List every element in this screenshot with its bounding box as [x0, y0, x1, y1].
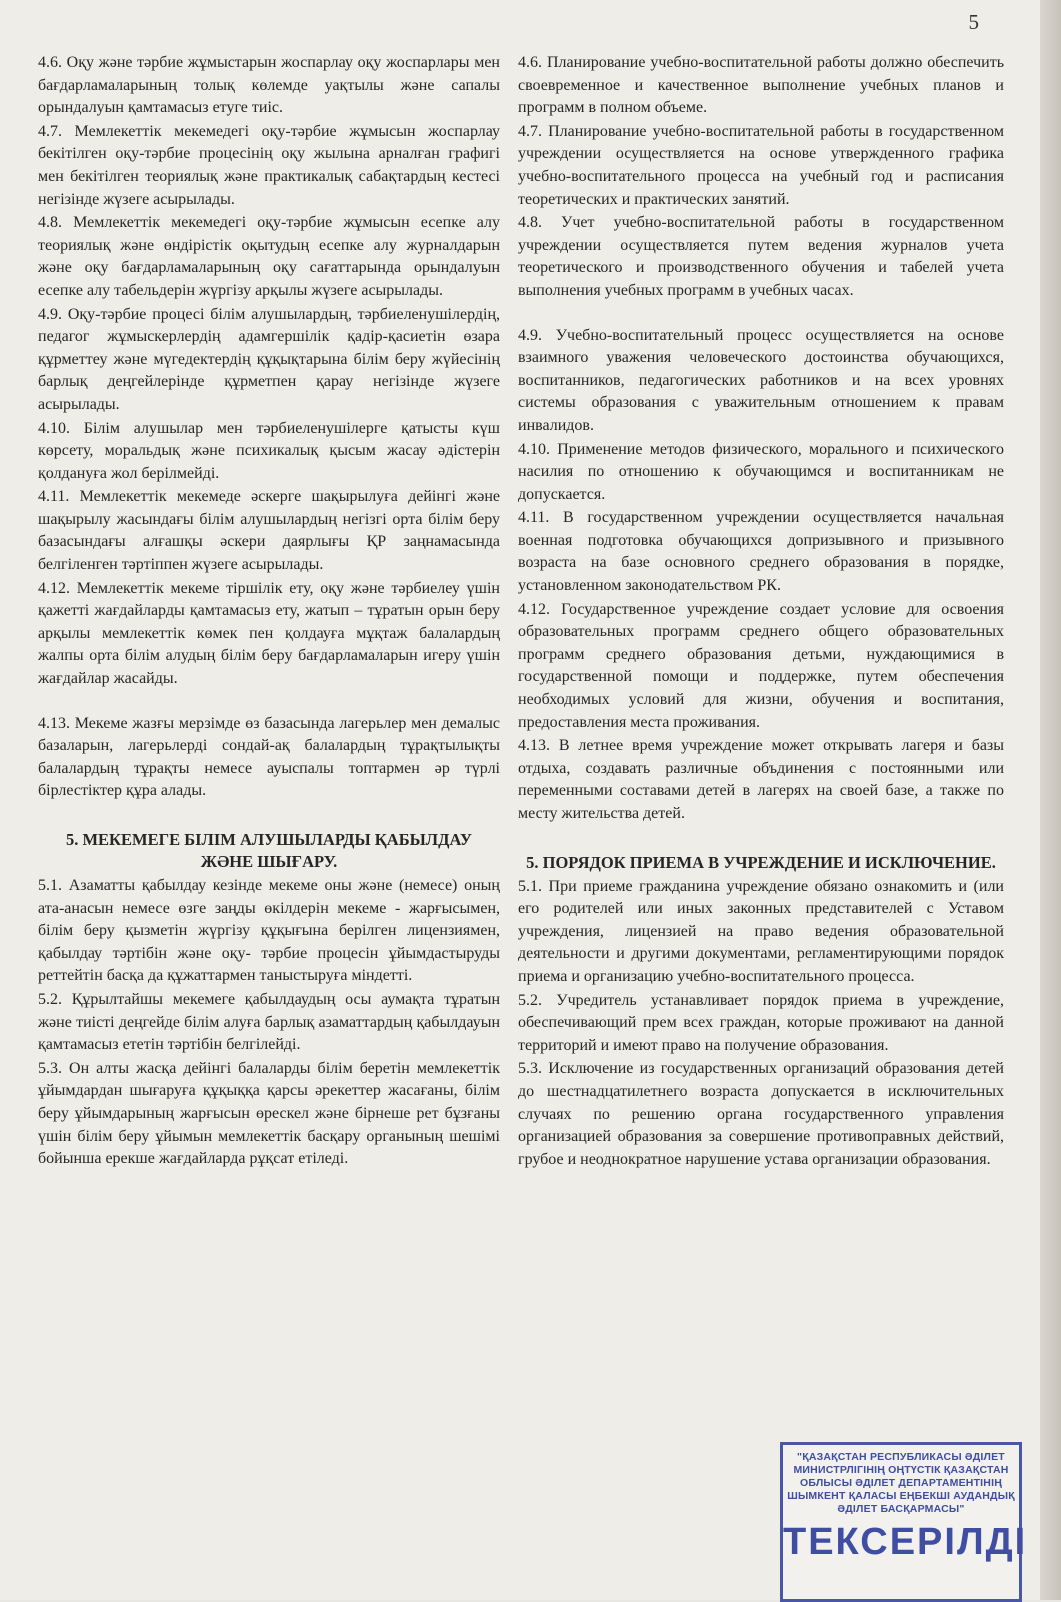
- stamp-verified-word: ТЕКСЕРІЛДІ: [783, 1521, 1028, 1563]
- page-fold-edge: [1040, 0, 1061, 1600]
- ru-paragraph-5-3: 5.3. Исключение из государственных организаций образования детей до шестнадцатилетнего возраста допускается в исключительных случаях по решению органа государственного управления организацией образования за совершение противоправных действий, грубое и неоднократное нарушение устава организации образования.: [518, 1060, 1004, 1168]
- ru-paragraph-4-8: 4.8. Учет учебно-воспитательной работы в государственном учреждении осуществляется путем ведения журналов учета теоретического и производственного обучения и табелей учета выполнения учебных программ в учебных часах.: [518, 214, 1004, 299]
- ru-paragraph-4-11: 4.11. В государственном учреждении осуществляется начальная военная подготовка обучающихся допризывного и призывного возраста на базе основного среднего образования в порядке, установленном законодательством РК.: [518, 509, 1004, 595]
- kz-paragraph-4-7: 4.7. Мемлекеттік мекемедегі оқу-тәрбие жұмысын жоспарлау бекітілген оқу-тәрбие процесінің оқу жылына арналған графигі мен бекітілген теориялық және практикалық сабақтардың кестесі негізінде жүзеге асырылады.: [38, 122, 500, 208]
- kazakh-column: [38, 52, 500, 1172]
- kz-paragraph-4-8: 4.8. Мемлекеттік мекемедегі оқу-тәрбие жұмысын есепке алу теориялық және өндірістік оқытудың есепке алу журналдарын және оқу бағдарламаларының оқу сағаттарында орындалуын есепке алу табельдерін жүргізу арқылы жүзеге асырылады.: [38, 214, 500, 299]
- kz-paragraph-4-6: 4.6. Оқу және тәрбие жұмыстарын жоспарлау оқу жоспарлары мен бағдарламаларының толық көлемде уақтылы және сапалы орындалуын қамтамасыз етуге тиіс.: [38, 54, 500, 117]
- kz-paragraph-4-10: 4.10. Білім алушылар мен тәрбиеленушілерге қатысты күш көрсету, моральдық және психикалық қысым жасау әдістерін қолдануға жол берілмейді.: [38, 419, 500, 482]
- ru-paragraph-5-1: 5.1. При приеме гражданина учреждение обязано ознакомить и (или его родителей или иных законных представителей с Уставом учреждения, лицензией на право ведения образовательной деятельности и другими документами, регламентирующими порядок приема и организацию учебно-воспитательного процесса.: [518, 877, 1004, 985]
- ru-paragraph-4-13: 4.13. В летнее время учреждение может открывать лагеря и базы отдыха, создавать различные объдинения с постоянными или переменными составами детей в лагерях на своей базе, а также по месту жительства детей.: [518, 737, 1004, 822]
- kz-paragraph-5-2: 5.2. Құрылтайшы мекемеге қабылдаудың осы аумақта тұратын және тиісті деңгейде білім алуға барлық азаматтардың қабылдауын қамтамасыз ететін тәртібін белгілейді.: [38, 990, 500, 1054]
- kz-paragraph-5-1: 5.1. Азаматты қабылдау кезінде мекеме оны және (немесе) оның ата-анасын немесе өзге заңды өкілдерін мекеме - жарғысымен, білім беру қызметін жүргізу құқығына берілген лицензиямен, қабылдау тәртібін және оқу- тәрбие процесін ұйымдастыруды реттейтін басқа да құжаттармен таныстыруға міндетті.: [38, 877, 500, 985]
- stamp-authority-text: "ҚАЗАҚСТАН РЕСПУБЛИКАСЫ ӘДІЛЕТ МИНИСТРЛІГІНІҢ ОҢТҮСТІК ҚАЗАҚСТАН ОБЛЫСЫ ӘДІЛЕТ ДЕПАРТАМЕНТІНІҢ ШЫМКЕНТ ҚАЛАСЫ ЕҢБЕКШІ АУДАНДЫҚ ӘДІЛЕТ БАСҚАРМАСЫ": [787, 1451, 1015, 1515]
- kz-paragraph-4-13: 4.13. Мекеме жазғы мерзімде өз базасында лагерьлер мен демалыс базаларын, лагерьлерді сондай-ақ балалардың тұрақтылықты балалардың тұрақты немесе ауыспалы топтармен әр түрлі бірлестіктер құра алады.: [38, 714, 500, 800]
- ru-paragraph-4-6: 4.6. Планирование учебно-воспитательной работы должно обеспечить своевременное и качественное выполнение учебных планов и программ в полном объеме.: [518, 54, 1004, 117]
- page-number: 5: [968, 10, 979, 34]
- ru-paragraph-4-9: 4.9. Учебно-воспитательный процесс осуществляется на основе взаимного уважения человеческого достоинства обучающихся, воспитанников, педагогических работников и на всех уровнях системы образования с уважительным отношением к правам инвалидов.: [518, 326, 1004, 434]
- kz-paragraph-4-9: 4.9. Оқу-тәрбие процесі білім алушылардың, тәрбиеленушілердің, педагог жұмыскерлердің адамгершілік қадір-қасиетін өзара құрметтеу және мүгедектердің құқықтарына білім беру жүйесінің барлық деңгейлерінде құрметпен қарау негізінде жүзеге асырылады.: [38, 305, 500, 413]
- kz-paragraph-4-12: 4.12. Мемлекеттік мекеме тіршілік ету, оқу және тәрбиелеу үшін қажетті жағдайларды қамтамасыз ету, жатып – тұратын орын беру арқылы мемлекеттік көмек пен қолдауға мұқтаж балалардың жалпы орта білім алудың білім беру бағдарламаларын игеру үшін жағдайлар жасайды.: [38, 579, 500, 688]
- ru-paragraph-4-12: 4.12. Государственное учреждение создает условие для освоения образовательных программ среднего общего образовательных программ среднего образования детьми, нуждающимися в государственной помощи и поддержке, путем обеспечения необходимых условий для жизни, обучения и воспитания, предоставления места проживания.: [518, 600, 1004, 731]
- kz-paragraph-4-11: 4.11. Мемлекеттік мекемеде әскерге шақырылуға дейінгі және шақырылу жасындағы білім алушылардың негізгі орта білім беру базасындағы алғашқы әскери даярлығы ҚР заңнамасында белгіленген тәртіппен жүзеге асырылады.: [38, 488, 500, 574]
- ru-section-5-title: 5. ПОРЯДОК ПРИЕМА В УЧРЕЖДЕНИЕ И ИСКЛЮЧЕНИЕ.: [526, 852, 996, 872]
- kz-section-5-title: 5. МЕКЕМЕГЕ БІЛІМ АЛУШЫЛАРДЫ ҚАБЫЛДАУ ЖӘНЕ ШЫҒАРУ.: [65, 830, 473, 871]
- kz-paragraph-5-3: 5.3. Он алты жасқа дейінгі балаларды білім беретін мемлекеттік ұйымдардан шығаруға құқыққа қарсы әрекеттер жасағаны, білім беру ұйымдарының жарғысын өрескел және бірнеше рет бұзғаны үшін білім беру ұйымын мемлекеттік басқару органының шешімі бойынша ерекше жағдайларда рұқсат етіледі.: [38, 1059, 500, 1168]
- ru-paragraph-4-7: 4.7. Планирование учебно-воспитательной работы в государственном учреждении осуществляется на основе утвержденного графика учебно-воспитательного процесса на учебный год и расписания теоретических и практических занятий.: [518, 122, 1004, 208]
- russian-column: [518, 52, 1004, 1172]
- ru-paragraph-4-10: 4.10. Применение методов физического, морального и психического насилия по отношению к обучающимся и воспитанникам не допускается.: [518, 440, 1004, 503]
- verification-stamp: [780, 1442, 1028, 1602]
- ru-paragraph-5-2: 5.2. Учредитель устанавливает порядок приема в учреждение, обеспечивающий прем всех граждан, которые проживают на данной территорий и имеют право на получение образования.: [518, 991, 1004, 1054]
